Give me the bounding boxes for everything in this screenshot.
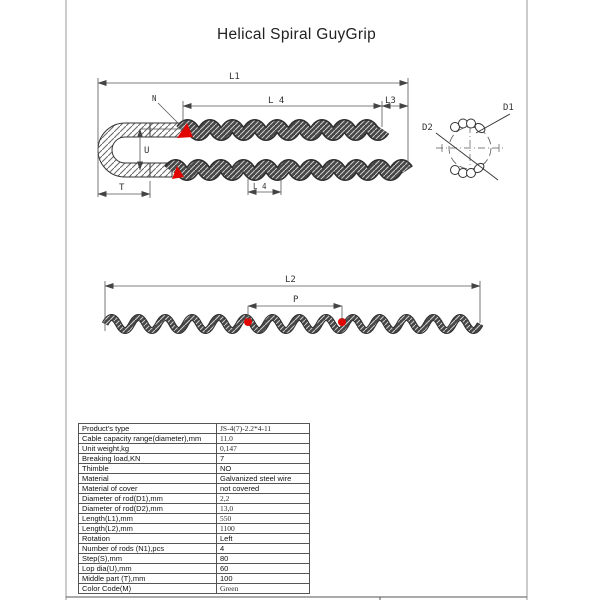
dim-label-l3: L3 bbox=[385, 96, 396, 106]
spec-label: Thimble bbox=[79, 464, 217, 474]
dim-label-n: N bbox=[152, 94, 157, 103]
dim-label-l4-top: L 4 bbox=[268, 96, 285, 106]
spec-row bbox=[79, 444, 310, 454]
spec-label: Material of cover bbox=[79, 484, 217, 494]
dim-label-d2: D2 bbox=[422, 123, 433, 133]
spec-row bbox=[79, 554, 310, 564]
spec-value: not covered bbox=[217, 484, 310, 494]
spec-label: Cable capacity range(diameter),mm bbox=[79, 434, 217, 444]
page-title: Helical Spiral GuyGrip bbox=[216, 26, 377, 43]
spec-value: 550 bbox=[217, 514, 310, 524]
rod-profile-view bbox=[105, 275, 480, 331]
spec-row bbox=[79, 514, 310, 524]
spec-label: Color Code(M) bbox=[79, 584, 217, 594]
spec-row bbox=[79, 584, 310, 594]
dim-label-p: P bbox=[293, 295, 299, 305]
spec-value: 13,0 bbox=[217, 504, 310, 514]
spec-row bbox=[79, 424, 310, 434]
spec-value: 60 bbox=[217, 564, 310, 574]
spec-value: 100 bbox=[217, 574, 310, 584]
spec-label: Number of rods (N1),pcs bbox=[79, 544, 217, 554]
spec-label: Material bbox=[79, 474, 217, 484]
spec-value: JS-4(7)-2.2*4-11 bbox=[217, 424, 310, 434]
spec-row bbox=[79, 564, 310, 574]
braided-leg-top bbox=[182, 126, 384, 135]
spec-row bbox=[79, 544, 310, 554]
dim-label-d1: D1 bbox=[503, 103, 514, 113]
dim-label-l4-bottom: L 4 bbox=[253, 182, 267, 191]
spec-label: Step(S),mm bbox=[79, 554, 217, 564]
spec-label: Product's type bbox=[79, 424, 217, 434]
spec-label: Breaking load,KN bbox=[79, 454, 217, 464]
centerlines bbox=[436, 126, 504, 170]
spec-label: Middle part (T),mm bbox=[79, 574, 217, 584]
spec-label: Rotation bbox=[79, 534, 217, 544]
helical-rod bbox=[105, 318, 480, 331]
spec-row bbox=[79, 464, 310, 474]
dim-label-l2: L2 bbox=[285, 275, 296, 285]
dim-label-l1: L1 bbox=[229, 72, 240, 82]
dim-label-t: T bbox=[119, 183, 125, 193]
spec-row bbox=[79, 474, 310, 484]
spec-value: 2,2 bbox=[217, 494, 310, 504]
cross-section-detail bbox=[422, 103, 514, 180]
spec-value: 7 bbox=[217, 454, 310, 464]
spec-value: 0,147 bbox=[217, 444, 310, 454]
dim-label-u: U bbox=[144, 146, 150, 156]
spec-value: 11.0 bbox=[217, 434, 310, 444]
spec-label: Diameter of rod(D2),mm bbox=[79, 504, 217, 514]
spec-row bbox=[79, 454, 310, 464]
spec-label: Unit weight,kg bbox=[79, 444, 217, 454]
spec-value: NO bbox=[217, 464, 310, 474]
spec-row bbox=[79, 524, 310, 534]
spec-value: 1100 bbox=[217, 524, 310, 534]
spec-label: Lop dia(U),mm bbox=[79, 564, 217, 574]
spec-row bbox=[79, 574, 310, 584]
spec-label: Length(L1),mm bbox=[79, 514, 217, 524]
spec-label: Diameter of rod(D1),mm bbox=[79, 494, 217, 504]
spec-row bbox=[79, 504, 310, 514]
spec-row bbox=[79, 484, 310, 494]
spec-table-body bbox=[79, 424, 310, 594]
spec-value: Galvanized steel wire bbox=[217, 474, 310, 484]
braided-leg-bottom bbox=[170, 166, 407, 175]
spec-row bbox=[79, 494, 310, 504]
spec-row bbox=[79, 534, 310, 544]
spec-row bbox=[79, 434, 310, 444]
spec-value: 4 bbox=[217, 544, 310, 554]
spec-value: 80 bbox=[217, 554, 310, 564]
spec-value: Left bbox=[217, 534, 310, 544]
spec-label: Length(L2),mm bbox=[79, 524, 217, 534]
spec-table bbox=[78, 423, 310, 594]
spec-value: Green bbox=[217, 584, 310, 594]
guygrip-side-view bbox=[98, 72, 408, 198]
